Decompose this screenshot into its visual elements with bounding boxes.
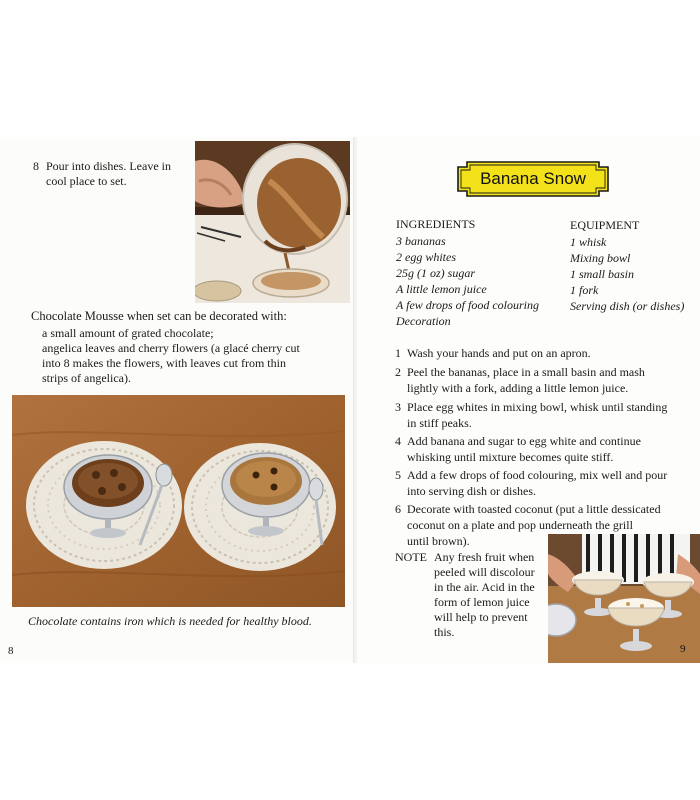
method-step-5 bbox=[395, 467, 695, 499]
ingredient-1: 3 bananas bbox=[396, 234, 446, 248]
step-8-text-line2: cool place to set. bbox=[46, 174, 127, 188]
page-number-right: 9 bbox=[680, 643, 686, 655]
step-line: coconut on a plate and pop underneath the grill bbox=[407, 518, 633, 532]
step-line: whisking until mixture becomes quite stiff. bbox=[407, 450, 614, 464]
ingredient-2: 2 egg whites bbox=[396, 250, 456, 264]
pouring-mousse-photo bbox=[195, 141, 350, 303]
right-page bbox=[357, 137, 700, 663]
method-step-2 bbox=[395, 364, 695, 396]
decorate-line-1: a small amount of grated chocolate; bbox=[42, 326, 214, 340]
equipment-1: 1 whisk bbox=[570, 235, 607, 249]
step-line: Add banana and sugar to egg white and continue bbox=[407, 434, 641, 448]
ingredients-heading: INGREDIENTS bbox=[396, 217, 476, 231]
equipment-5: Serving dish (or dishes) bbox=[570, 299, 685, 313]
step-line: Place egg whites in mixing bowl, whisk until standing bbox=[407, 400, 668, 414]
mousse-bowls-illustration bbox=[12, 395, 345, 607]
note-line-5: will help to prevent bbox=[434, 610, 528, 624]
ingredient-4: A little lemon juice bbox=[396, 282, 487, 296]
step-line: Peel the bananas, place in a small basin and mash bbox=[407, 365, 645, 379]
equipment-3: 1 small basin bbox=[570, 267, 635, 281]
step-number: 4 bbox=[395, 434, 401, 448]
note-line-6: this. bbox=[434, 625, 455, 639]
method-step-3 bbox=[395, 399, 695, 431]
left-page bbox=[0, 137, 355, 663]
banana-snow-photo bbox=[548, 534, 700, 663]
banana-snow-illustration bbox=[548, 534, 700, 663]
step-line: lightly with a fork, adding a little lemon juice. bbox=[407, 381, 629, 395]
ingredient-3: 25g (1 oz) sugar bbox=[396, 266, 476, 280]
step-line: Decorate with toasted coconut (put a little dessicated bbox=[407, 502, 661, 516]
photo-caption: Chocolate contains iron which is needed for healthy blood. bbox=[28, 614, 312, 628]
equipment-2: Mixing bowl bbox=[570, 251, 631, 265]
note-label: NOTE bbox=[395, 550, 427, 564]
recipe-book-spread bbox=[0, 137, 700, 663]
step-line: Add a few drops of food colouring, mix well and pour bbox=[407, 468, 668, 482]
pouring-mousse-illustration bbox=[195, 141, 350, 303]
step-line: until brown). bbox=[407, 534, 470, 548]
step-number: 5 bbox=[395, 468, 401, 482]
step-number: 2 bbox=[395, 365, 401, 379]
decorate-line-4: strips of angelica). bbox=[42, 371, 131, 385]
method-step-1 bbox=[395, 345, 695, 361]
equipment-4: 1 fork bbox=[570, 283, 599, 297]
note-line-2: peeled will discolour bbox=[434, 565, 535, 579]
step-line: Wash your hands and put on an apron. bbox=[407, 346, 591, 360]
page-number-left: 8 bbox=[8, 645, 14, 657]
recipe-title-label bbox=[457, 161, 609, 197]
step-line: in stiff peaks. bbox=[407, 416, 472, 430]
step-8-text-line1: Pour into dishes. Leave in bbox=[46, 159, 171, 173]
decorate-line-2: angelica leaves and cherry flowers (a glacé cherry cut bbox=[42, 341, 300, 355]
mousse-bowls-photo bbox=[12, 395, 345, 607]
note-line-3: in the air. Acid in the bbox=[434, 580, 535, 594]
step-number: 3 bbox=[395, 400, 401, 414]
method-step-4 bbox=[395, 433, 695, 465]
step-line: into serving dish or dishes. bbox=[407, 484, 536, 498]
equipment-heading: EQUIPMENT bbox=[570, 218, 640, 232]
ingredient-6: Decoration bbox=[396, 314, 451, 328]
step-number: 6 bbox=[395, 502, 401, 516]
note-line-1: Any fresh fruit when bbox=[434, 550, 535, 564]
ingredient-5: A few drops of food colouring bbox=[396, 298, 540, 312]
decorate-line-3: into 8 makes the flowers, with leaves cut from thin bbox=[42, 356, 286, 370]
note-line-4: form of lemon juice bbox=[434, 595, 530, 609]
decorate-heading: Chocolate Mousse when set can be decorated with: bbox=[31, 309, 287, 323]
step-number: 1 bbox=[395, 346, 401, 360]
recipe-title: Banana Snow bbox=[480, 169, 586, 188]
step-8-number: 8 bbox=[33, 159, 39, 173]
